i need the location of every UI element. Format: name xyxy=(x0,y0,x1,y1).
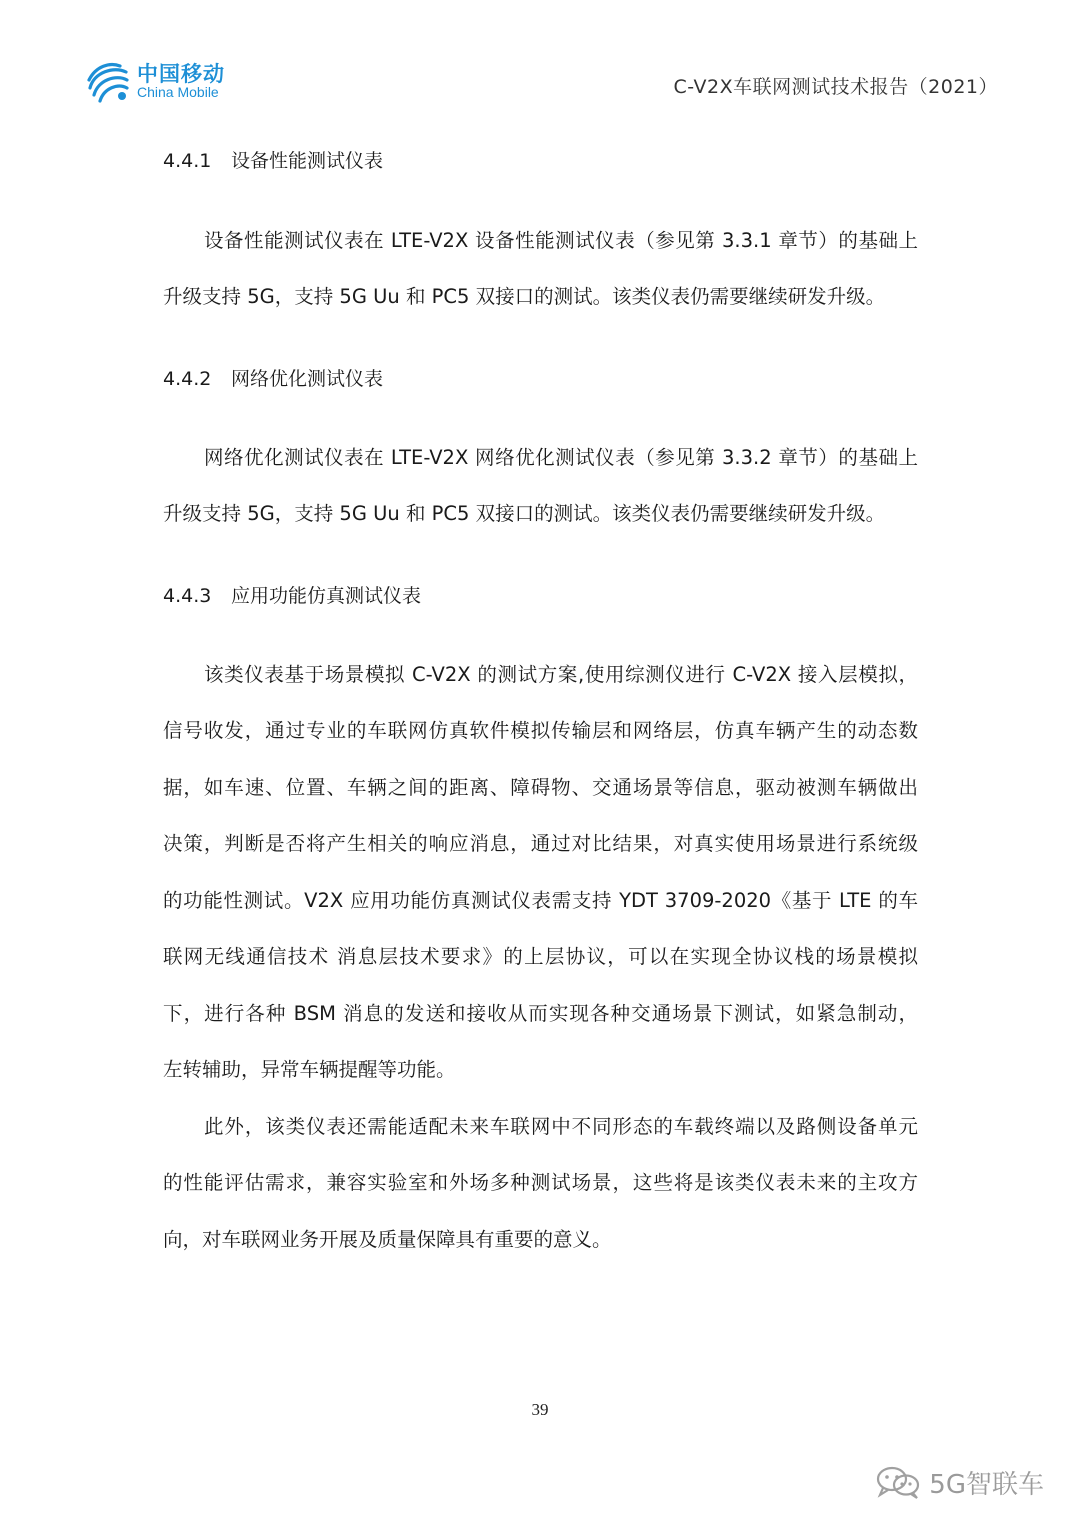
watermark-text: 5G智联车 xyxy=(929,1469,1044,1500)
paragraph-line: 的功能性测试。V2X 应用功能仿真测试仪表需支持 YDT 3709-2020《基于 LTE 的车 xyxy=(163,889,918,912)
document-title: C-V2X车联网测试技术报告（2021） xyxy=(673,76,998,98)
wechat-icon xyxy=(875,1465,921,1499)
paragraph-line: 联网无线通信技术 消息层技术要求》的上层协议，可以在实现全协议栈的场景模拟 xyxy=(163,945,918,968)
section-number: 4.4.2 xyxy=(163,368,212,390)
section-heading-4-4-1 xyxy=(163,146,383,173)
china-mobile-logo xyxy=(84,56,234,108)
paragraph-line: 向，对车联网业务开展及质量保障具有重要的意义。 xyxy=(163,1228,612,1251)
section-title: 设备性能测试仪表 xyxy=(231,150,384,172)
page-number: 39 xyxy=(531,1400,549,1419)
paragraph-line: 该类仪表基于场景模拟 C-V2X 的测试方案,使用综测仪进行 C-V2X 接入层模拟， xyxy=(204,663,918,686)
section-title: 应用功能仿真测试仪表 xyxy=(231,585,422,607)
china-mobile-logo-icon xyxy=(84,58,132,106)
paragraph-line: 的性能评估需求，兼容实验室和外场多种测试场景，这些将是该类仪表未来的主攻方 xyxy=(163,1171,918,1194)
section-number: 4.4.1 xyxy=(163,150,212,172)
paragraph-line: 决策，判断是否将产生相关的响应消息，通过对比结果，对真实使用场景进行系统级 xyxy=(163,832,918,855)
paragraph-line: 下，进行各种 BSM 消息的发送和接收从而实现各种交通场景下测试，如紧急制动， xyxy=(163,1002,918,1025)
paragraph-line: 升级支持 5G，支持 5G Uu 和 PC5 双接口的测试。该类仪表仍需要继续研发升级。 xyxy=(163,502,886,525)
logo-text-en: China Mobile xyxy=(137,84,219,100)
watermark xyxy=(875,1462,1044,1502)
logo-text-cn: 中国移动 xyxy=(137,62,225,86)
section-title: 网络优化测试仪表 xyxy=(231,368,384,390)
paragraph-line: 升级支持 5G，支持 5G Uu 和 PC5 双接口的测试。该类仪表仍需要继续研发升级。 xyxy=(163,285,886,308)
paragraph-line: 此外，该类仪表还需能适配未来车联网中不同形态的车载终端以及路侧设备单元 xyxy=(204,1115,918,1138)
paragraph-line: 据，如车速、位置、车辆之间的距离、障碍物、交通场景等信息，驱动被测车辆做出 xyxy=(163,776,918,799)
page-header xyxy=(0,0,1080,130)
paragraph-line: 信号收发，通过专业的车联网仿真软件模拟传输层和网络层，仿真车辆产生的动态数 xyxy=(163,719,918,742)
paragraph-line: 网络优化测试仪表在 LTE-V2X 网络优化测试仪表（参见第 3.3.2 章节）的基础上 xyxy=(204,446,918,469)
section-heading-4-4-3 xyxy=(163,581,421,608)
section-heading-4-4-2 xyxy=(163,364,383,391)
paragraph-line: 左转辅助，异常车辆提醒等功能。 xyxy=(163,1058,456,1081)
paragraph-line: 设备性能测试仪表在 LTE-V2X 设备性能测试仪表（参见第 3.3.1 章节）的基础上 xyxy=(204,229,918,252)
section-number: 4.4.3 xyxy=(163,585,212,607)
